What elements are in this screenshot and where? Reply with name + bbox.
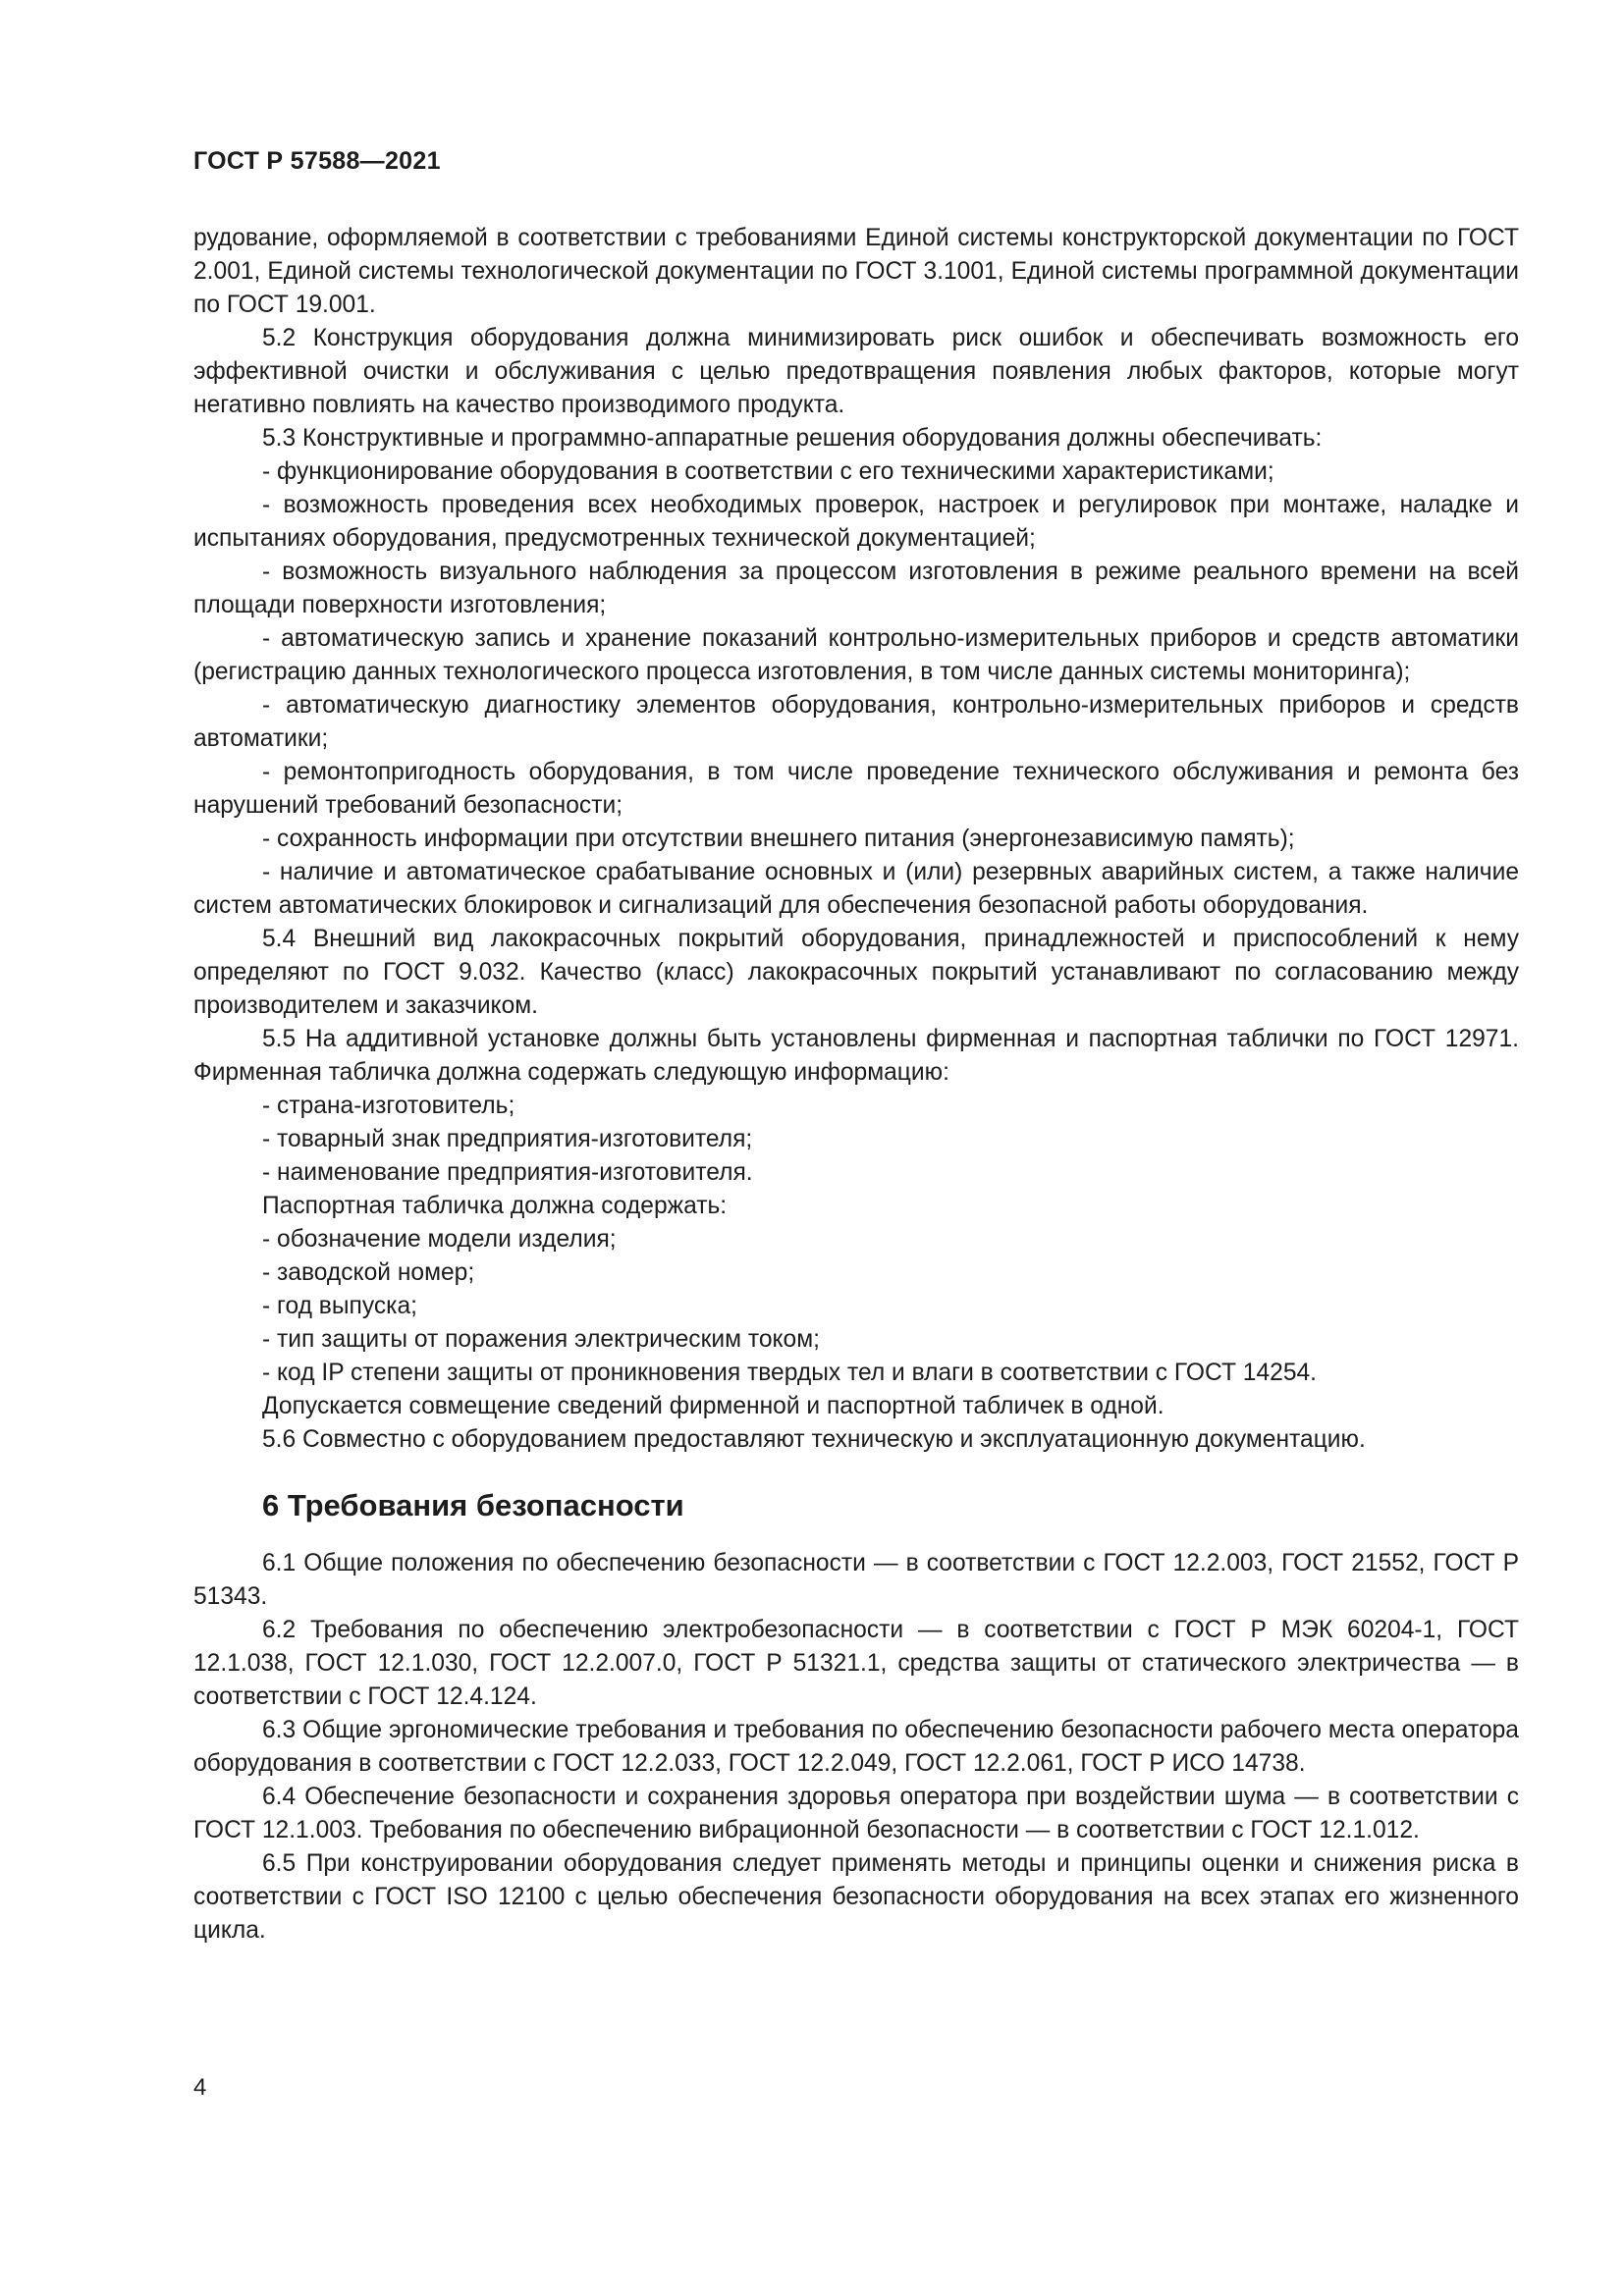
clause-6-4: 6.4 Обеспечение безопасности и сохранения здоровья оператора при воздействии шума — в соответствии с ГОСТ 12.1.003. Требования по обеспечению вибрационной безопасности — в соответствии с ГОСТ 12.1.012.: [193, 1784, 1519, 1843]
clause-6-3: 6.3 Общие эргономические требования и требования по обеспечению безопасности рабочего места оператора оборудования в соответствии с ГОСТ 12.2.033, ГОСТ 12.2.049, ГОСТ 12.2.061, ГОСТ Р ИСО 14738.: [193, 1717, 1519, 1777]
list-item: - обозначение модели изделия;: [262, 1226, 617, 1253]
list-item: - заводской номер;: [262, 1259, 475, 1286]
document-body: [193, 222, 1519, 1948]
page-number: 4: [193, 2074, 207, 2101]
clause-5-3: 5.3 Конструктивные и программно-аппаратные решения оборудования должны обеспечивать:: [262, 425, 1323, 452]
list-item: - возможность проведения всех необходимых проверок, настроек и регулировок при монтаже, наладке и испытаниях оборудования, предусмотренных технической документацией;: [193, 492, 1519, 552]
continued-paragraph: рудование, оформляемой в соответствии с требованиями Единой системы конструкторской документации по ГОСТ 2.001, Единой системы технологической документации по ГОСТ 3.1001, Единой системы программной документации по ГОСТ 19.001.: [193, 225, 1519, 318]
list-item: - тип защиты от поражения электрическим током;: [262, 1326, 820, 1353]
plates-combination-note: Допускается совмещение сведений фирменной и паспортной табличек в одной.: [262, 1393, 1164, 1419]
clause-5-4: 5.4 Внешний вид лакокрасочных покрытий оборудования, принадлежностей и приспособлений к нему определяют по ГОСТ 9.032. Качество (класс) лакокрасочных покрытий устанавливают по согласованию между производителем и заказчиком.: [193, 926, 1519, 1019]
clause-5-6: 5.6 Совместно с оборудованием предоставляют техническую и эксплуатационную документацию.: [262, 1426, 1366, 1453]
list-item: - код IP степени защиты от проникновения твердых тел и влаги в соответствии с ГОСТ 14254.: [262, 1360, 1318, 1386]
list-item: - страна-изготовитель;: [262, 1093, 515, 1119]
list-item: - автоматическую запись и хранение показаний контрольно-измерительных приборов и средств автоматики (регистрацию данных технологического процесса изготовления, в том числе данных системы мониторинга);: [193, 625, 1519, 685]
list-item: - наличие и автоматическое срабатывание основных и (или) резервных аварийных систем, а также наличие систем автоматических блокировок и сигнализаций для обеспечения безопасной работы оборудования.: [193, 859, 1519, 919]
list-item: - сохранность информации при отсутствии внешнего питания (энергонезависимую память);: [262, 826, 1295, 852]
section-heading: 6 Требования безопасности: [262, 1488, 684, 1522]
list-item: - товарный знак предприятия-изготовителя;: [262, 1126, 753, 1152]
clause-5-5: 5.5 На аддитивной установке должны быть установлены фирменная и паспортная таблички по ГОСТ 12971. Фирменная табличка должна содержать следующую информацию:: [193, 1026, 1519, 1086]
document-code-header: ГОСТ Р 57588—2021: [193, 147, 441, 175]
clause-5-2: 5.2 Конструкция оборудования должна минимизировать риск ошибок и обеспечивать возможность его эффективной очистки и обслуживания с целью предотвращения появления любых факторов, которые могут негативно повлиять на качество производимого продукта.: [193, 325, 1519, 418]
list-item: - год выпуска;: [262, 1293, 417, 1319]
list-item: - автоматическую диагностику элементов оборудования, контрольно-измерительных приборов и средств автоматики;: [193, 692, 1519, 752]
passport-plate-intro: Паспортная табличка должна содержать:: [262, 1193, 728, 1219]
list-item: - функционирование оборудования в соответствии с его техническими характеристиками;: [262, 458, 1274, 485]
clause-6-2: 6.2 Требования по обеспечению электробезопасности — в соответствии с ГОСТ Р МЭК 60204-1, ГОСТ 12.1.038, ГОСТ 12.1.030, ГОСТ 12.2.007.0, ГОСТ Р 51321.1, средства защиты от статического электричества — в соответствии с ГОСТ 12.4.124.: [193, 1617, 1519, 1710]
clause-6-5: 6.5 При конструировании оборудования следует применять методы и принципы оценки и снижения риска в соответствии с ГОСТ ISO 12100 с целью обеспечения безопасности оборудования на всех этапах его жизненного цикла.: [193, 1850, 1519, 1944]
list-item: - возможность визуального наблюдения за процессом изготовления в режиме реального времени на всей площади поверхности изготовления;: [193, 559, 1519, 618]
clause-6-1: 6.1 Общие положения по обеспечению безопасности — в соответствии с ГОСТ 12.2.003, ГОСТ 21552, ГОСТ Р 51343.: [193, 1550, 1519, 1610]
list-item: - ремонтопригодность оборудования, в том числе проведение технического обслуживания и ремонта без нарушений требований безопасности;: [193, 759, 1519, 819]
list-item: - наименование предприятия-изготовителя.: [262, 1159, 753, 1186]
